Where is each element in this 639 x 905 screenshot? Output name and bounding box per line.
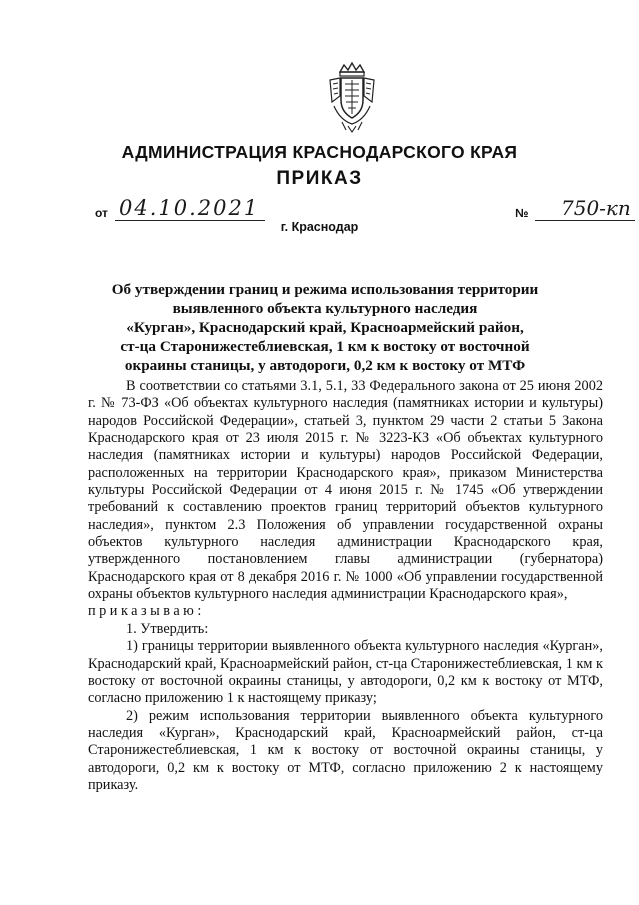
- date-label: от: [95, 206, 108, 220]
- document-body: [88, 378, 603, 794]
- item-1: 1. Утвердить:: [126, 620, 209, 637]
- item-1-1: 1) границы территории выявленного объекта культурного наследия «Курган», Краснодарский край, Красноармейский район, ст-ца Старонижестеблиевская, 1 км к востоку от восточной окраины станицы, у автодороги, 0,2 км к востоку от МТФ, согласно приложению 1 к настоящему приказу;: [88, 638, 603, 707]
- title-line: Об утверждении границ и режима использования территории: [111, 281, 539, 298]
- organization-name: АДМИНИСТРАЦИЯ КРАСНОДАРСКОГО КРАЯ: [121, 142, 518, 162]
- number-label: №: [515, 206, 529, 220]
- handwritten-number: 750-кп: [561, 196, 631, 220]
- item-1-2: 2) режим использования территории выявленного объекта культурного наследия «Курган», Краснодарский край, Красноармейский район, ст-ца Старонижестеблиевская, 1 км к востоку от восточной окраины станицы, у автодороги, 0,2 км к востоку от МТФ, согласно приложению 2 к настоящему приказу.: [88, 707, 603, 793]
- title-line: окраины станицы, у автодороги, 0,2 км к востоку от МТФ: [124, 357, 526, 374]
- order-word: приказываю:: [88, 603, 205, 620]
- title-line: выявленного объекта культурного наследия: [172, 300, 478, 317]
- title-line: «Курган», Краснодарский край, Красноармейский район,: [126, 319, 524, 336]
- handwritten-date: 04.10.2021: [119, 196, 260, 220]
- document-title: [110, 280, 540, 375]
- krasnodar-coat-of-arms-icon: [326, 62, 378, 134]
- title-line: ст-ца Старонижестеблиевская, 1 км к востоку от восточной: [120, 338, 530, 355]
- document-type: ПРИКАЗ: [276, 168, 363, 189]
- city-name: г. Краснодар: [280, 220, 359, 234]
- preamble-paragraph: В соответствии со статьями 3.1, 5.1, 33 Федерального закона от 25 июня 2002 г. № 73-ФЗ «Об объектах культурного наследия (памятниках истории и культуры) народов Российской Федерации», статьей 3, пунктом 29 части 2 статьи 5 Закона Краснодарского края от 23 июля 2015 г. № 3223-КЗ «Об объектах культурного наследия (памятниках истории и культуры) народов Российской Федерации, расположенных на территории Краснодарского края», приказом Министерства культуры Российской Федерации от 4 июня 2015 г. № 1745 «Об утверждении требований к составлению проектов границ территорий объектов культурного наследия», пунктом 2.3 Положения об управлении государственной охраны объектов культурного наследия администрации Краснодарского края, утвержденного постановлением главы администрации (губернатора) Краснодарского края от 8 декабря 2016 г. № 1000 «Об управлении государственной охраны объектов культурного наследия администрации Краснодарского края»,: [88, 378, 603, 603]
